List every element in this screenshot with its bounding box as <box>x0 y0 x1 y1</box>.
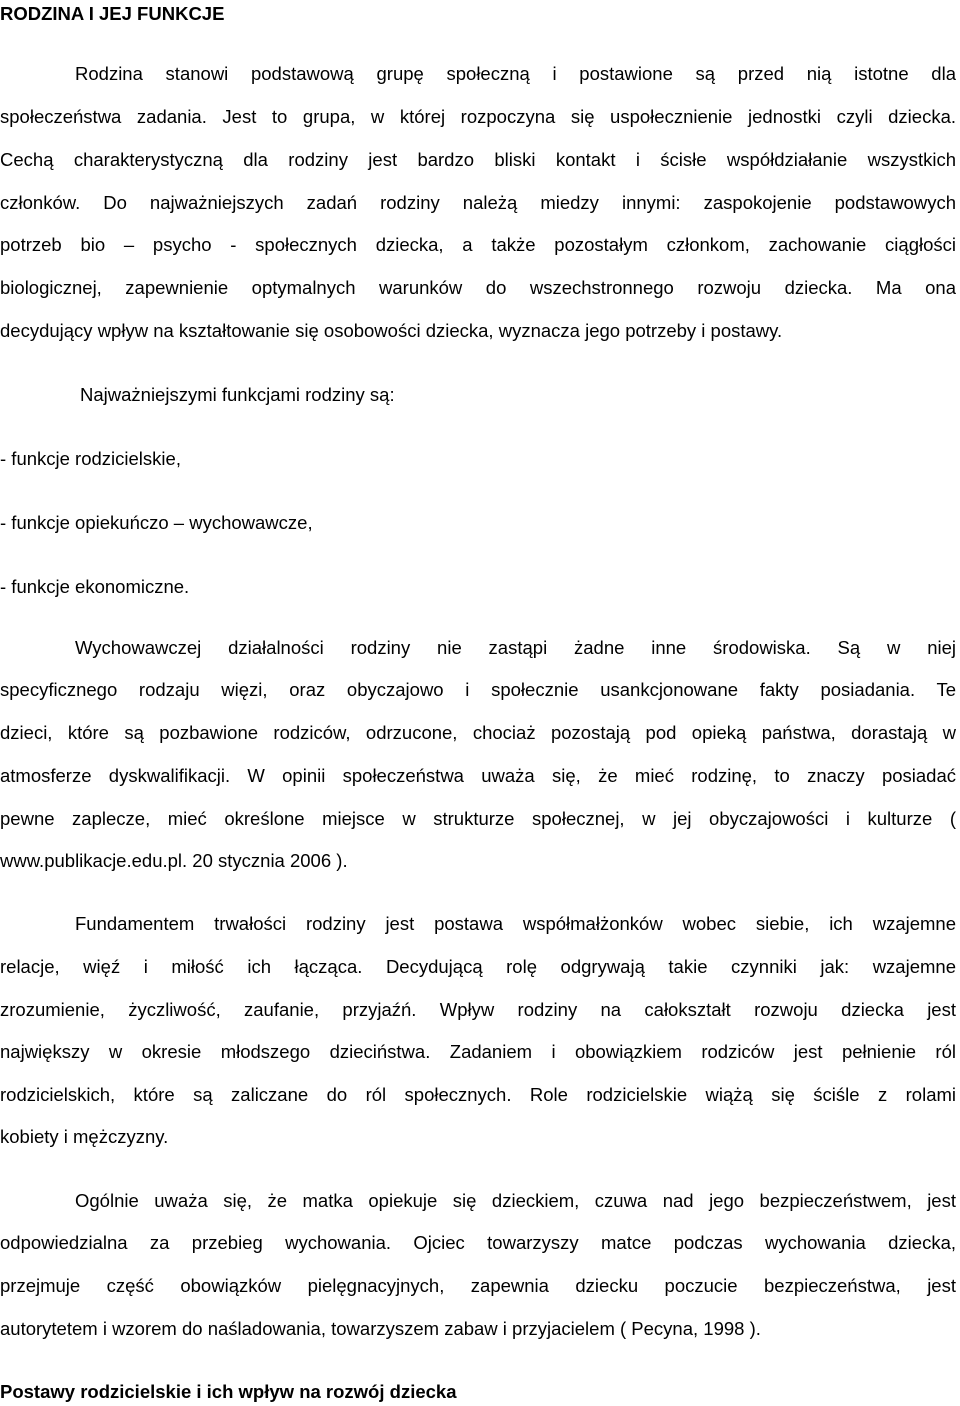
paragraph-line: decydujący wpływ na kształtowanie się osobowości dziecka, wyznacza jego potrzeby i postawy. <box>0 320 783 341</box>
paragraph-line: członków. Do najważniejszych zadań rodziny należą miedzy innymi: zaspokojenie podstawowych <box>0 192 956 213</box>
paragraph-line: Ogólnie uważa się, że matka opiekuje się dzieckiem, czuwa nad jego bezpieczeństwem, jest <box>75 1190 956 1211</box>
paragraph-line: relacje, więź i miłość ich łącząca. Decydującą rolę odgrywają takie czynniki jak: wzajemne <box>0 956 956 977</box>
section-heading: RODZINA I JEJ FUNKCJE <box>0 3 225 24</box>
paragraph-line: pewne zaplecze, mieć określone miejsce w strukturze społecznej, w jej obyczajowości i kulturze ( <box>0 808 956 829</box>
paragraph-line: społeczeństwa zadania. Jest to grupa, w której rozpoczyna się uspołecznienie jednostki czyli dziecka. <box>0 106 956 127</box>
paragraph-line: rodzicielskich, które są zaliczane do ról społecznych. Role rodzicielskie wiążą się ściśle z rolami <box>0 1084 956 1105</box>
paragraph-line: kobiety i mężczyzny. <box>0 1126 169 1147</box>
functions-intro: Najważniejszymi funkcjami rodziny są: <box>80 384 395 405</box>
paragraph-line: dzieci, które są pozbawione rodziców, odrzucone, chociaż pozostają pod opieką państwa, dorastają w <box>0 722 956 743</box>
paragraph-line: największy w okresie młodszego dzieciństwa. Zadaniem i obowiązkiem rodziców jest pełnienie ról <box>0 1041 956 1062</box>
paragraph-line: Rodzina stanowi podstawową grupę społeczną i postawione są przed nią istotne dla <box>75 63 956 84</box>
paragraph-line: odpowiedzialna za przebieg wychowania. Ojciec towarzyszy matce podczas wychowania dziecka, <box>0 1232 956 1253</box>
paragraph-line: Wychowawczej działalności rodziny nie zastąpi żadne inne środowiska. Są w niej <box>75 637 956 658</box>
paragraph-line: zrozumienie, życzliwość, zaufanie, przyjaźń. Wpływ rodziny na całokształt rozwoju dziecka jest <box>0 999 956 1020</box>
section-heading: Postawy rodzicielskie i ich wpływ na rozwój dziecka <box>0 1381 457 1402</box>
paragraph-line: przejmuje część obowiązków pielęgnacyjnych, zapewnia dziecku poczucie bezpieczeństwa, jest <box>0 1275 956 1296</box>
paragraph-line: Fundamentem trwałości rodziny jest postawa współmałżonków wobec siebie, ich wzajemne <box>75 913 956 934</box>
paragraph-line: atmosferze dyskwalifikacji. W opinii społeczeństwa uważa się, że mieć rodzinę, to znaczy posiadać <box>0 765 956 786</box>
list-item: - funkcje opiekuńczo – wychowawcze, <box>0 512 313 533</box>
paragraph-line: www.publikacje.edu.pl. 20 stycznia 2006 ). <box>0 850 348 871</box>
paragraph-line: biologicznej, zapewnienie optymalnych warunków do wszechstronnego rozwoju dziecka. Ma ona <box>0 277 956 298</box>
paragraph-line: autorytetem i wzorem do naśladowania, towarzyszem zabaw i przyjacielem ( Pecyna, 1998 ). <box>0 1318 761 1339</box>
list-item: - funkcje ekonomiczne. <box>0 576 190 597</box>
paragraph-line: Cechą charakterystyczną dla rodziny jest bardzo bliski kontakt i ścisłe współdziałanie wszystkich <box>0 149 956 170</box>
paragraph-line: potrzeb bio – psycho - społecznych dziecka, a także pozostałym członkom, zachowanie ciągłości <box>0 234 956 255</box>
paragraph-line: specyficznego rodzaju więzi, oraz obyczajowo i społecznie usankcjonowane fakty posiadania. Te <box>0 679 956 700</box>
list-item: - funkcje rodzicielskie, <box>0 448 181 469</box>
